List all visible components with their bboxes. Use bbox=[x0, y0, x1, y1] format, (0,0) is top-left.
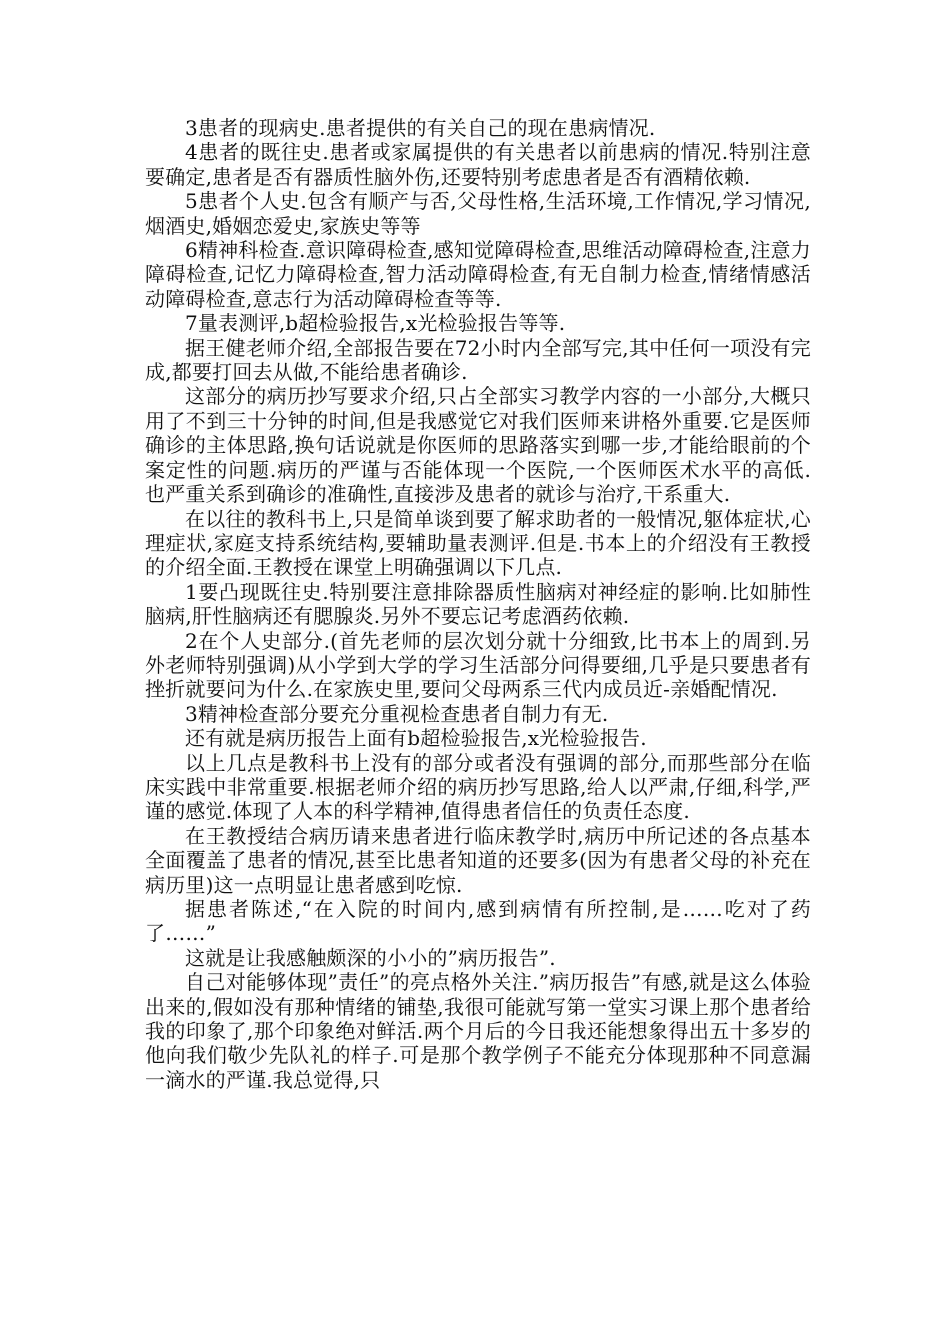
paragraph-clinical-teaching: 在王教授结合病历请来患者进行临床教学时,病历中所记述的各点基本全面覆盖了患者的情况,甚至比患者知道的还要多(因为有患者父母的补充在病历里)这一点明显让患者感到吃惊. bbox=[145, 823, 811, 897]
paragraph-point-3: 3精神检查部分要充分重视检查患者自制力有无. bbox=[185, 701, 609, 726]
paragraph-reflection: 这就是让我感触颇深的小小的”病历报告”. bbox=[185, 945, 556, 970]
paragraph-scale-assessment: 7量表测评,b超检验报告,x光检验报告等等. bbox=[185, 311, 566, 336]
paragraph-record-importance: 这部分的病历抄写要求介绍,只占全部实习教学内容的一小部分,大概只用了不到三十分钟的时间,但是我感觉它对我们医师来讲格外重要.它是医师确诊的主体思路,换句话说就是你医师的思路落实到哪一步,才能给眼前的个案定性的问题.病历的严谨与否能体现一个医院,一个医师医术水平的高低.也严重关系到确诊的准确性,直接涉及患者的就诊与治疗,干系重大. bbox=[145, 384, 811, 507]
paragraph-responsibility: 自己对能够体现”责任”的亮点格外关注.”病历报告”有感,就是这么体验出来的,假如没有那种情绪的铺垫,我很可能就写第一堂实习课上那个患者给我的印象了,那个印象绝对鲜活.两个月后的今日我还能想象得出五十多岁的他向我们敬少先队礼的样子.可是那个教学例子不能充分体现那种不同意漏一滴水的严谨.我总觉得,只 bbox=[145, 970, 811, 1092]
paragraph-patient-quote: 据患者陈述,“在入院的时间内,感到病情有所控制,是……吃对了药了……” bbox=[145, 897, 811, 946]
paragraph-lab-reports: 还有就是病历报告上面有b超检验报告,x光检验报告. bbox=[185, 726, 647, 751]
paragraph-report-deadline: 据王健老师介绍,全部报告要在72小时内全部写完,其中任何一项没有完成,都要打回去从做,不能给患者确诊. bbox=[145, 335, 811, 385]
paragraph-textbook-comparison: 在以往的教科书上,只是简单谈到要了解求助者的一般情况,躯体症状,心理症状,家庭支持系统结构,要辅助量表测评.但是.书本上的介绍没有王教授的介绍全面.王教授在课堂上明确强调以下几点. bbox=[145, 506, 811, 580]
paragraph-summary: 以上几点是教科书上没有的部分或者没有强调的部分,而那些部分在临床实践中非常重要.根据老师介绍的病历抄写思路,给人以严肃,仔细,科学,严谨的感觉.体现了人本的科学精神,值得患者信任的负责任态度. bbox=[145, 750, 811, 824]
document-body bbox=[145, 116, 811, 1092]
paragraph-present-illness: 3患者的现病史.患者提供的有关自己的现在患病情况. bbox=[185, 116, 656, 140]
paragraph-point-1: 1要凸现既往史.特别要注意排除器质性脑病对神经症的影响.比如肺性脑病,肝性脑病还有腮腺炎.另外不要忘记考虑酒药依赖. bbox=[145, 579, 811, 629]
paragraph-past-history: 4患者的既往史.患者或家属提供的有关患者以前患病的情况.特别注意要确定,患者是否有器质性脑外伤,还要特别考虑患者是否有酒精依赖. bbox=[145, 140, 811, 189]
paragraph-point-2: 2在个人史部分.(首先老师的层次划分就十分细致,比书本上的周到.另外老师特别强调)从小学到大学的学习生活部分问得要细,几乎是只要患者有挫折就要问为什么.在家族史里,要问父母两系三代内成员近-亲婚配情况. bbox=[145, 628, 811, 702]
paragraph-personal-history: 5患者个人史.包含有顺产与否,父母性格,生活环境,工作情况,学习情况,烟酒史,婚姻恋爱史,家族史等等 bbox=[145, 189, 811, 238]
paragraph-psychiatric-exam: 6精神科检查.意识障碍检查,感知觉障碍检查,思维活动障碍检查,注意力障碍检查,记忆力障碍检查,智力活动障碍检查,有无自制力检查,情绪情感活动障碍检查,意志行为活动障碍检查等等. bbox=[145, 238, 811, 311]
